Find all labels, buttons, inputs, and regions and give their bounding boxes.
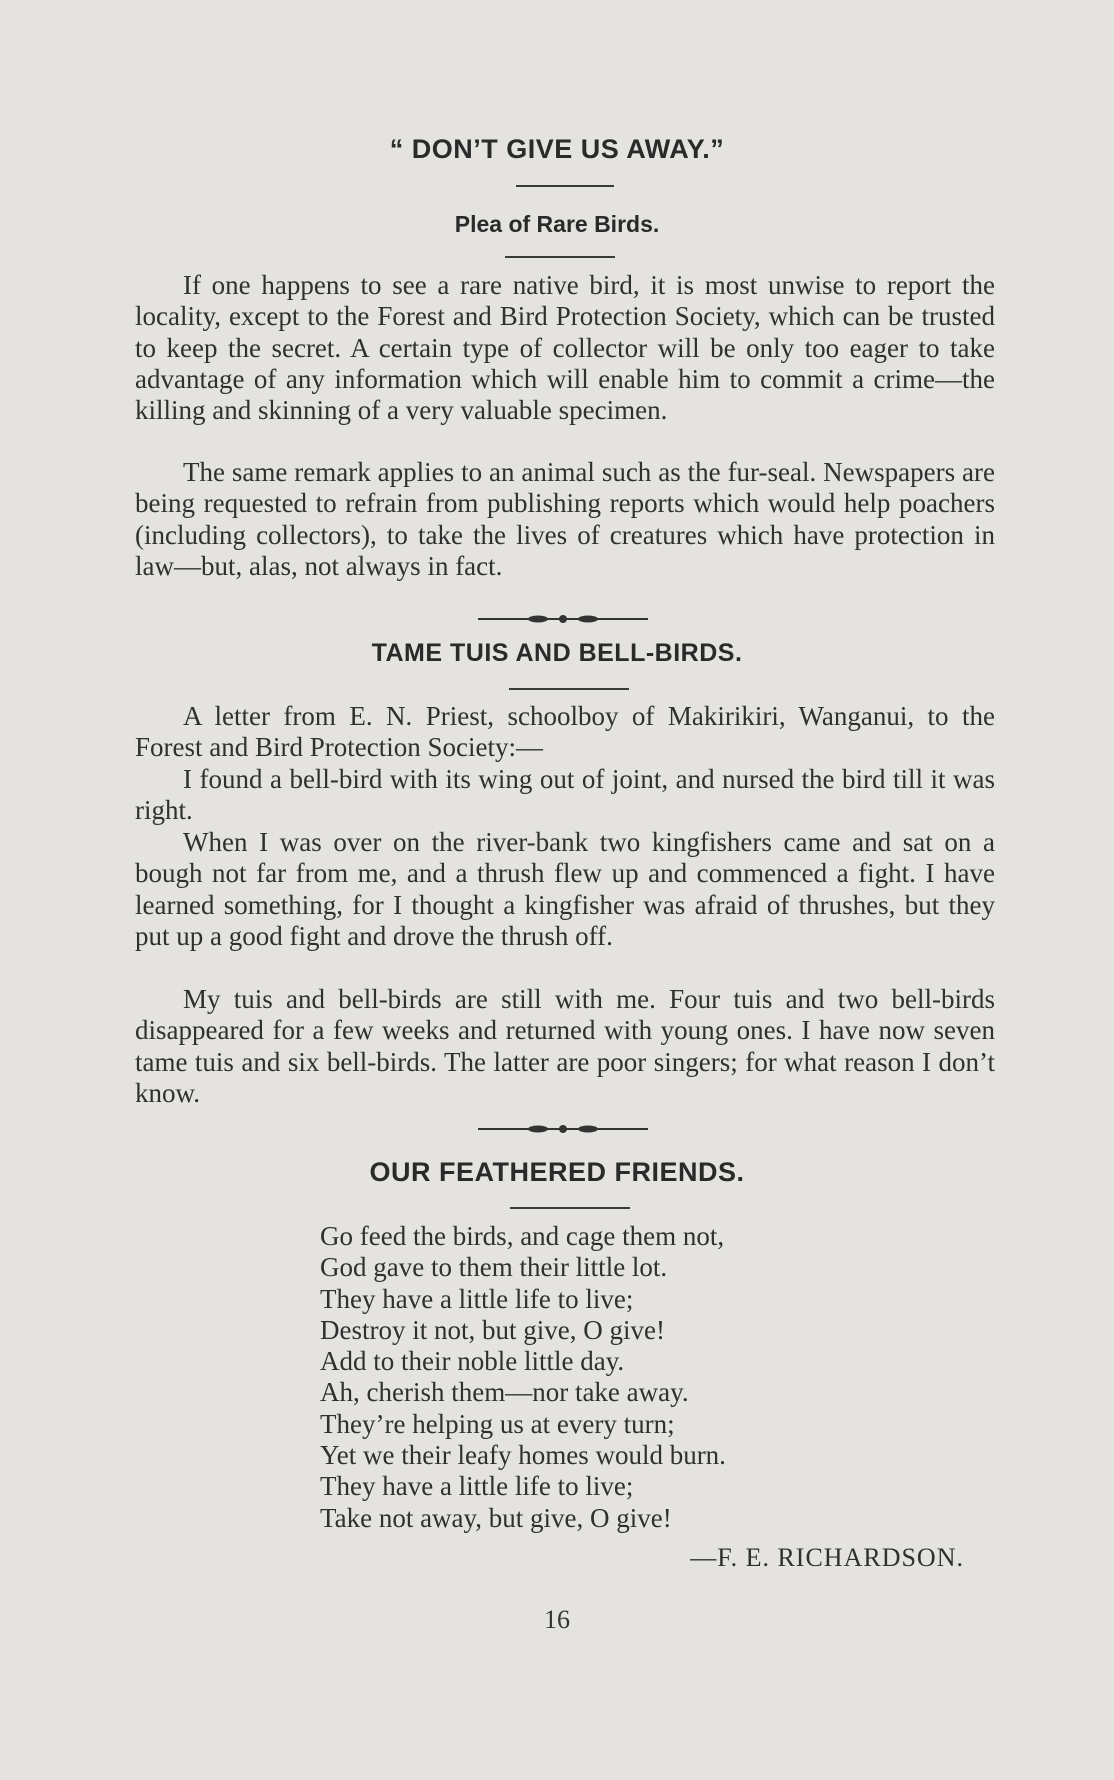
poem-line: Destroy it not, but give, O give!	[320, 1314, 665, 1345]
ornament-divider	[478, 1122, 648, 1136]
poem-line: Ah, cherish them—nor take away.	[320, 1377, 689, 1408]
poem-line: Add to their noble little day.	[320, 1346, 625, 1377]
paragraph: The same remark applies to an animal such as the fur-seal. Newspapers are being requested to refrain from publishing reports which would help poachers (including collectors), to take the lives of creatures which have protection in law—but, alas, not always in fact.	[135, 457, 995, 581]
divider-rule	[516, 185, 614, 187]
subheading-plea-of-rare-birds: Plea of Rare Birds.	[454, 211, 660, 237]
heading-dont-give-us-away: “ DON’T GIVE US AWAY.”	[389, 134, 725, 164]
poem-line: They have a little life to live;	[320, 1283, 634, 1314]
divider-rule	[510, 1207, 630, 1209]
poem-line: They have a little life to live;	[320, 1471, 634, 1502]
poem-author: —F. E. RICHARDSON.	[690, 1543, 964, 1572]
poem	[320, 1221, 1020, 1534]
divider-rule	[509, 688, 629, 690]
poem-line: God gave to them their little lot.	[320, 1252, 668, 1283]
page-number: 16	[544, 1605, 570, 1634]
paragraph: My tuis and bell-birds are still with me. Four tuis and two bell-birds disappeared for a few weeks and returned with young ones. I have now seven tame tuis and six bell-birds. The latter are poor singers; for what reason I don’t know.	[135, 984, 995, 1108]
poem-line: Take not away, but give, O give!	[320, 1502, 672, 1533]
paragraph: A letter from E. N. Priest, schoolboy of Makirikiri, Wanganui, to the Forest and Bird Protection Society:—	[135, 701, 995, 763]
paragraph: If one happens to see a rare native bird, it is most unwise to report the locality, except to the Forest and Bird Protection Society, which can be trusted to keep the secret. A certain type of collector will be only too eager to take advantage of any information which will enable him to commit a crime—the killing and skinning of a very valuable specimen.	[135, 270, 995, 426]
heading-tame-tuis-and-bell-birds: TAME TUIS AND BELL-BIRDS.	[371, 639, 743, 667]
heading-our-feathered-friends: OUR FEATHERED FRIENDS.	[369, 1157, 745, 1187]
poem-line: Yet we their leafy homes would burn.	[320, 1440, 726, 1471]
divider-rule	[505, 256, 615, 258]
poem-line: Go feed the birds, and cage them not,	[320, 1221, 725, 1251]
poem-line: They’re helping us at every turn;	[320, 1408, 675, 1439]
ornament-divider	[478, 612, 648, 626]
paragraph: When I was over on the river-bank two kingfishers came and sat on a bough not far from me, and a thrush flew up and commenced a fight. I have learned something, for I thought a kingfisher was afraid of thrushes, but they put up a good fight and drove the thrush off.	[135, 827, 995, 951]
paragraph: I found a bell-bird with its wing out of joint, and nursed the bird till it was right.	[135, 764, 995, 826]
